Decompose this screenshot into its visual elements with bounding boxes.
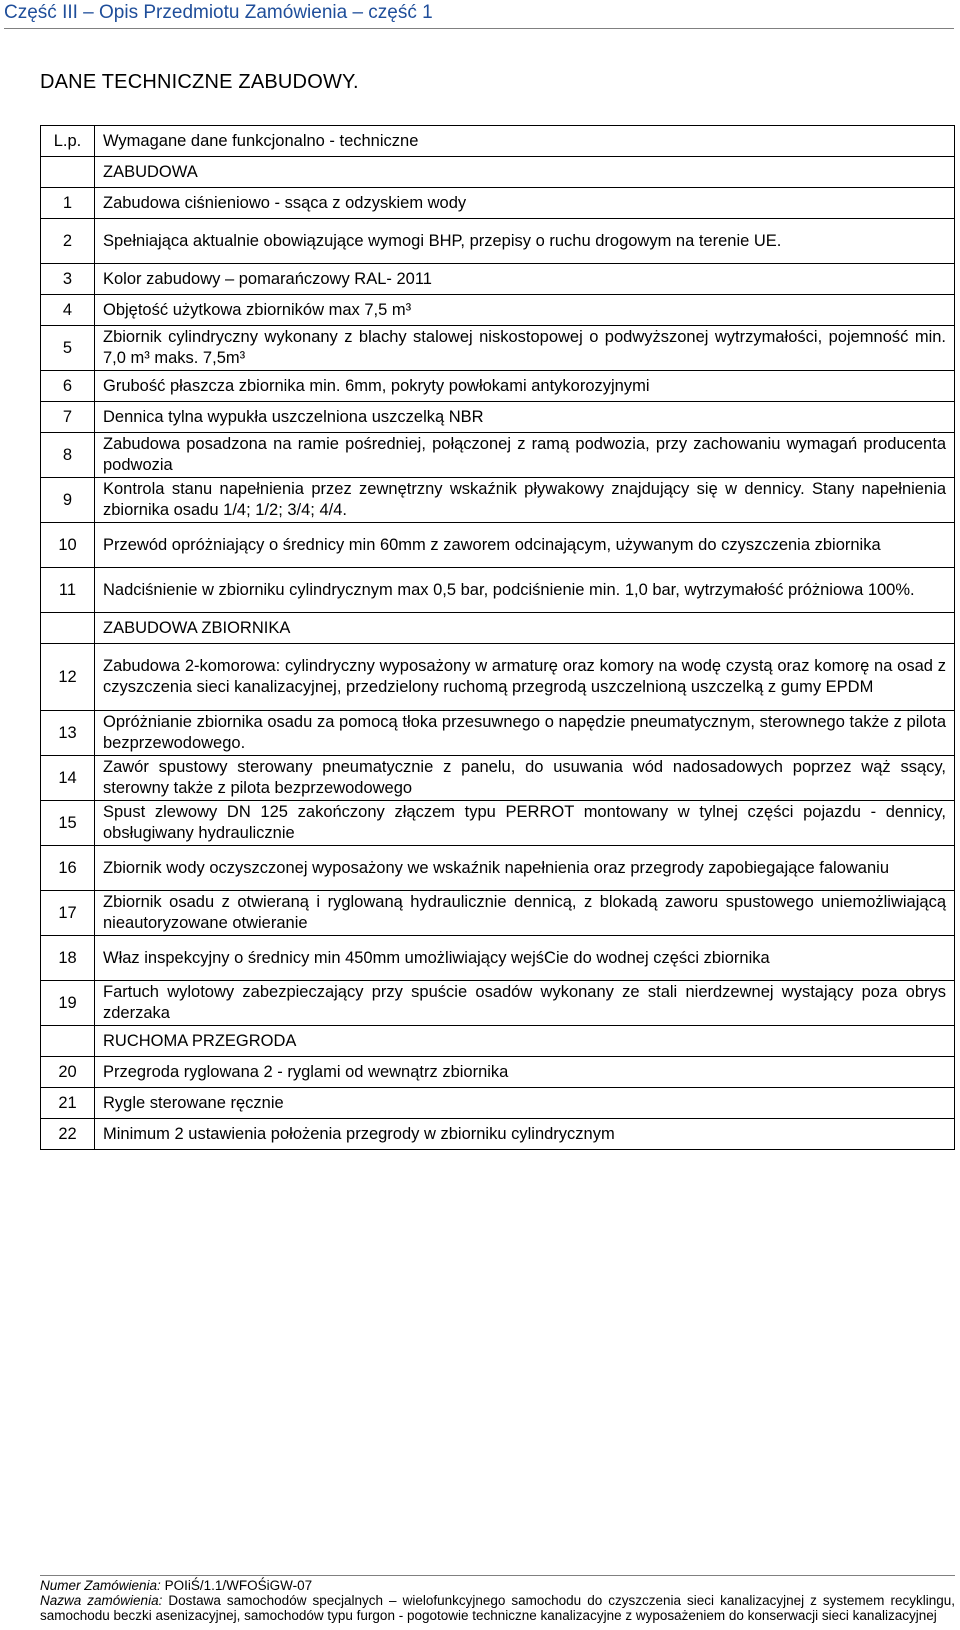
row-description: Minimum 2 ustawienia położenia przegrody w zbiorniku cylindrycznym <box>95 1119 955 1150</box>
row-number: 18 <box>41 936 95 981</box>
table-row <box>41 219 955 264</box>
order-number-value: POIiŚ/1.1/WFOŚiGW-07 <box>164 1578 313 1593</box>
row-number: 5 <box>41 326 95 371</box>
row-number: 16 <box>41 846 95 891</box>
table-row <box>41 523 955 568</box>
row-number: 17 <box>41 891 95 936</box>
row-description: Zawór spustowy sterowany pneumatycznie z panelu, do usuwania wód nadosadowych poprzez wąż ssący, sterowny także z pilota bezprzewodowego <box>95 756 955 801</box>
table-row <box>41 936 955 981</box>
section-title: ZABUDOWA ZBIORNIKA <box>95 613 955 644</box>
row-description: Właz inspekcyjny o średnicy min 450mm umożliwiający wejśCie do wodnej części zbiornika <box>95 936 955 981</box>
row-description: Zbiornik wody oczyszczonej wyposażony we wskaźnik napełnienia oraz przegrody zapobiegające falowaniu <box>95 846 955 891</box>
table-row <box>41 801 955 846</box>
row-description: Zabudowa ciśnieniowo - ssąca z odzyskiem wody <box>95 188 955 219</box>
header-desc: Wymagane dane funkcjonalno - techniczne <box>95 126 955 157</box>
row-description: Przewód opróżniający o średnicy min 60mm z zaworem odcinającym, używanym do czyszczenia zbiornika <box>95 523 955 568</box>
row-description: Objętość użytkowa zbiorników max 7,5 m³ <box>95 295 955 326</box>
table-row <box>41 433 955 478</box>
row-description: Zabudowa posadzona na ramie pośredniej, połączonej z ramą podwozia, przy zachowaniu wymagań producenta podwozia <box>95 433 955 478</box>
row-description: Kontrola stanu napełnienia przez zewnętrzny wskaźnik pływakowy znajdujący się w dennicy. Stany napełnienia zbiornika osadu 1/4; 1/2; 3/4; 4/4. <box>95 478 955 523</box>
row-description: Spełniająca aktualnie obowiązujące wymogi BHP, przepisy o ruchu drogowym na terenie UE. <box>95 219 955 264</box>
row-number <box>41 1026 95 1057</box>
row-description: Zbiornik osadu z otwieraną i ryglowaną hydraulicznie dennicą, z blokadą zaworu spustowego uniemożliwiającą nieautoryzowane otwieranie <box>95 891 955 936</box>
table-row <box>41 264 955 295</box>
footer <box>40 1578 955 1623</box>
table-row <box>41 846 955 891</box>
row-number: 6 <box>41 371 95 402</box>
row-number <box>41 157 95 188</box>
section-row <box>41 1026 955 1057</box>
row-description: Zabudowa 2-komorowa: cylindryczny wyposażony w armaturę oraz komory na wodę czystą oraz komorę na osad z czyszczenia sieci kanalizacyjnej, przedzielony ruchomą przegrodą uszczelnioną uszczelką z gumy EPDM <box>95 644 955 711</box>
table-row <box>41 478 955 523</box>
table-row <box>41 326 955 371</box>
table-row <box>41 891 955 936</box>
row-number: 13 <box>41 711 95 756</box>
table-row <box>41 402 955 433</box>
order-number <box>40 1578 955 1593</box>
row-number: 7 <box>41 402 95 433</box>
table-row <box>41 644 955 711</box>
row-number: 12 <box>41 644 95 711</box>
row-description: Fartuch wylotowy zabezpieczający przy spuście osadów wykonany ze stali nierdzewnej wystający poza obrys zderzaka <box>95 981 955 1026</box>
table-row <box>41 568 955 613</box>
row-description: Przegroda ryglowana 2 - ryglami od wewnątrz zbiornika <box>95 1057 955 1088</box>
row-number: 8 <box>41 433 95 478</box>
section-row <box>41 613 955 644</box>
table-header-row <box>41 126 955 157</box>
row-number: 19 <box>41 981 95 1026</box>
spec-table <box>40 125 955 1150</box>
row-description: Rygle sterowane ręcznie <box>95 1088 955 1119</box>
row-number: 20 <box>41 1057 95 1088</box>
row-description: Opróżnianie zbiornika osadu za pomocą tłoka przesuwnego o napędzie pneumatycznym, sterownego także z pilota bezprzewodowego. <box>95 711 955 756</box>
row-number: 2 <box>41 219 95 264</box>
row-number: 22 <box>41 1119 95 1150</box>
order-name <box>40 1593 955 1623</box>
table-row <box>41 1088 955 1119</box>
part-title: Część III – Opis Przedmiotu Zamówienia – część 1 <box>4 2 433 23</box>
document-title: DANE TECHNICZNE ZABUDOWY. <box>40 71 359 93</box>
table-row <box>41 188 955 219</box>
row-number: 1 <box>41 188 95 219</box>
header-num: L.p. <box>41 126 95 157</box>
row-number <box>41 613 95 644</box>
section-title: RUCHOMA PRZEGRODA <box>95 1026 955 1057</box>
table-row <box>41 981 955 1026</box>
section-title: ZABUDOWA <box>95 157 955 188</box>
table-row <box>41 1119 955 1150</box>
order-name-value: Dostawa samochodów specjalnych – wielofunkcyjnego samochodu do czyszczenia sieci kanalizacyjnej z systemem recyklingu, samochodu beczki asenizacyjnej, samochodów typu furgon - pogotowie techniczne kanalizacyjne z wyposażeniem do konserwacji sieci kanalizacyjnej <box>40 1593 955 1623</box>
row-description: Zbiornik cylindryczny wykonany z blachy stalowej niskostopowej o podwyższonej wytrzymałości, pojemność min. 7,0 m³ maks. 7,5m³ <box>95 326 955 371</box>
table-row <box>41 371 955 402</box>
row-description: Kolor zabudowy – pomarańczowy RAL- 2011 <box>95 264 955 295</box>
row-description: Spust zlewowy DN 125 zakończony złączem typu PERROT montowany w tylnej części pojazdu - dennicy, obsługiwany hydraulicznie <box>95 801 955 846</box>
section-row <box>41 157 955 188</box>
footer-divider <box>40 1575 955 1576</box>
row-description: Grubość płaszcza zbiornika min. 6mm, pokryty powłokami antykorozyjnymi <box>95 371 955 402</box>
table-row <box>41 295 955 326</box>
row-number: 9 <box>41 478 95 523</box>
row-number: 21 <box>41 1088 95 1119</box>
order-name-label: Nazwa zamówienia: <box>40 1593 163 1608</box>
row-number: 10 <box>41 523 95 568</box>
header-divider <box>4 28 954 29</box>
row-number: 15 <box>41 801 95 846</box>
order-number-label: Numer Zamówienia: <box>40 1578 161 1593</box>
row-number: 4 <box>41 295 95 326</box>
row-number: 11 <box>41 568 95 613</box>
row-description: Dennica tylna wypukła uszczelniona uszczelką NBR <box>95 402 955 433</box>
row-number: 3 <box>41 264 95 295</box>
table-row <box>41 1057 955 1088</box>
row-description: Nadciśnienie w zbiorniku cylindrycznym max 0,5 bar, podciśnienie min. 1,0 bar, wytrzymałość próżniowa 100%. <box>95 568 955 613</box>
table-row <box>41 756 955 801</box>
table-row <box>41 711 955 756</box>
row-number: 14 <box>41 756 95 801</box>
